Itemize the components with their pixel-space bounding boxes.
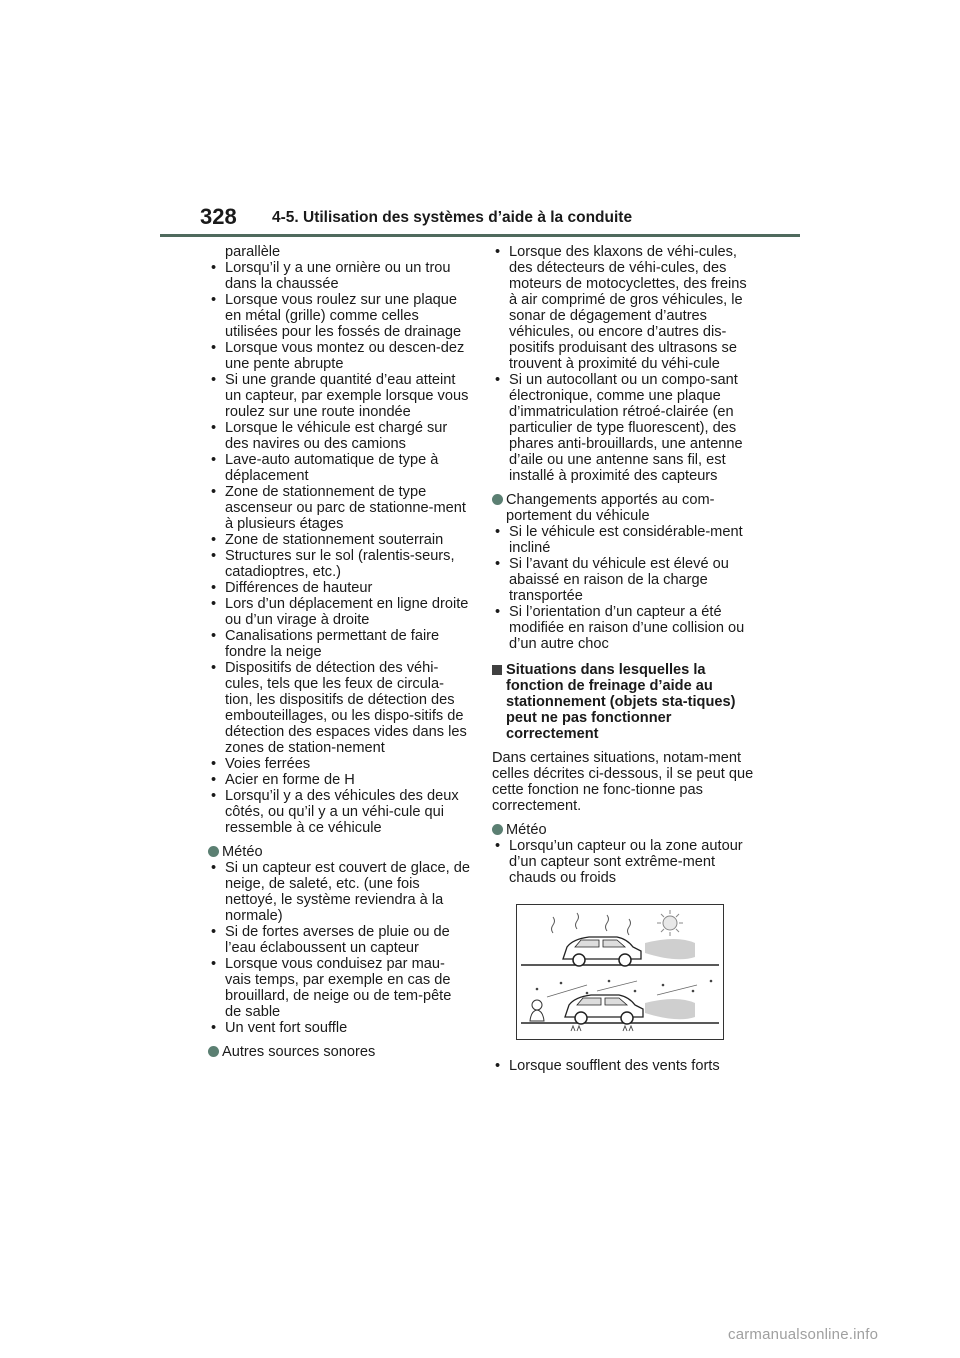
heat-waves-icon: [552, 913, 631, 935]
list-item: • Zone de stationnement souterrain: [208, 532, 470, 548]
list-item: • Acier en forme de H: [208, 772, 470, 788]
list-item: • Un vent fort souffle: [208, 1020, 470, 1036]
section-title: 4-5. Utilisation des systèmes d’aide à la conduite: [272, 209, 633, 226]
list-item: • Lorsqu’il y a des véhicules des deux côtés, ou qu’il y a un véhi-cule qui ressemble à ce véhicule: [208, 788, 470, 836]
list-item: • Lorsque des klaxons de véhi-cules, des détecteurs de véhi-cules, des moteurs de motocyclettes, des freins à air comprimé de gros véhicules, le sonar de dégagement d’autres véhicules, ou encore d’autres dis-positifs produisant des ultrasons se trouvent à proximité du véhi-cule: [492, 244, 754, 372]
bullet-list: [492, 838, 754, 886]
list-item: • Différences de hauteur: [208, 580, 470, 596]
subheading-autres-sources: [208, 1044, 470, 1060]
left-column: [208, 244, 470, 1060]
right-column: [492, 244, 754, 1074]
list-item: • Si l’orientation d’un capteur a été modifiée en raison d’une collision ou d’un autre choc: [492, 604, 754, 652]
square-bullet-icon: [492, 665, 502, 675]
section-heading-text: Situations dans lesquelles la fonction de freinage d’aide au stationnement (objets sta-tiques) peut ne pas fonctionner correctement: [506, 662, 736, 742]
list-item: • Si une grande quantité d’eau atteint un capteur, par exemple lorsque vous roulez sur une route inondée: [208, 372, 470, 420]
subheading-meteo: [208, 844, 470, 860]
header-rule: [160, 234, 800, 237]
list-item: • Dispositifs de détection des véhi-cules, tels que les feux de circula-tion, les dispositifs de détection des embouteillages, ou les dispo-sitifs de détection des espaces vides dans les zones de station-nement: [208, 660, 470, 756]
list-item: • Lorsqu’il y a une ornière ou un trou dans la chaussée: [208, 260, 470, 292]
cold-person-icon: [530, 1000, 544, 1021]
list-item: • Structures sur le sol (ralentis-seurs, catadioptres, etc.): [208, 548, 470, 580]
car-icon: [565, 995, 643, 1024]
weather-sensor-illustration: [516, 904, 724, 1040]
paragraph: Dans certaines situations, notam-ment celles décrites ci-dessous, il se peut que cette fonction ne fonc-tionne pas correctement.: [492, 750, 754, 814]
list-item: • Lorsque soufflent des vents forts: [492, 1058, 754, 1074]
bullet-list: [492, 524, 754, 652]
watermark: carmanualsonline.info: [728, 1326, 879, 1343]
sun-icon: [657, 910, 683, 936]
subheading-text: Autres sources sonores: [222, 1044, 376, 1060]
subheading-text: Changements apportés au com-portement du véhicule: [506, 492, 715, 524]
list-item: • Si un capteur est couvert de glace, de neige, de saleté, etc. (une fois nettoyé, le système reviendra à la normale): [208, 860, 470, 924]
bullet-circle-icon: [208, 846, 219, 857]
list-item: • Lorsque vous conduisez par mau-vais temps, par exemple en cas de brouillard, de neige ou de tem-pête de sable: [208, 956, 470, 1020]
list-item: • Si le véhicule est considérable-ment incliné: [492, 524, 754, 556]
list-item: • Lave-auto automatique de type à déplacement: [208, 452, 470, 484]
bullet-circle-icon: [208, 1046, 219, 1057]
car-icon: [563, 937, 641, 966]
list-item: • Si de fortes averses de pluie ou de l’eau éclaboussent un capteur: [208, 924, 470, 956]
subheading-text: Météo: [506, 822, 547, 838]
page-header: [160, 204, 800, 236]
list-item: • Lorsque vous roulez sur une plaque en métal (grille) comme celles utilisées pour les fossés de drainage: [208, 292, 470, 340]
continuation-text: parallèle: [225, 244, 281, 260]
bullet-circle-icon: [492, 494, 503, 505]
bullet-circle-icon: [492, 824, 503, 835]
list-item: • Canalisations permettant de faire fondre la neige: [208, 628, 470, 660]
list-item: • Lorsque vous montez ou descen-dez une pente abrupte: [208, 340, 470, 372]
weather-illustration-svg: [517, 905, 723, 1039]
subheading-changements: [492, 492, 754, 524]
list-item: • Zone de stationnement de type ascenseur ou parc de stationne-ment à plusieurs étages: [208, 484, 470, 532]
page-number: 328: [200, 204, 237, 229]
list-item: • Lorsque le véhicule est chargé sur des navires ou des camions: [208, 420, 470, 452]
bullet-list: [208, 260, 470, 836]
icicles-icon: [571, 1026, 633, 1031]
bullet-list: [492, 1058, 754, 1074]
list-item: • Voies ferrées: [208, 756, 470, 772]
bullet-list: [208, 860, 470, 1036]
list-item: • Si un autocollant ou un compo-sant électronique, comme une plaque d’immatriculation rétroé-clairée (en particulier de type fluorescent), des phares anti-brouillards, une antenne d’aile ou une antenne sans fil, est installé à proximité des capteurs: [492, 372, 754, 484]
section-heading: [492, 662, 754, 742]
bullet-list: [492, 244, 754, 484]
list-item: • Lors d’un déplacement en ligne droite ou d’un virage à droite: [208, 596, 470, 628]
wind-lines-icon: [547, 981, 697, 997]
list-item: • Lorsqu’un capteur ou la zone autour d’un capteur sont extrême-ment chauds ou froids: [492, 838, 754, 886]
list-item: • Si l’avant du véhicule est élevé ou abaissé en raison de la charge transportée: [492, 556, 754, 604]
subheading-meteo: [492, 822, 754, 838]
subheading-text: Météo: [222, 844, 263, 860]
